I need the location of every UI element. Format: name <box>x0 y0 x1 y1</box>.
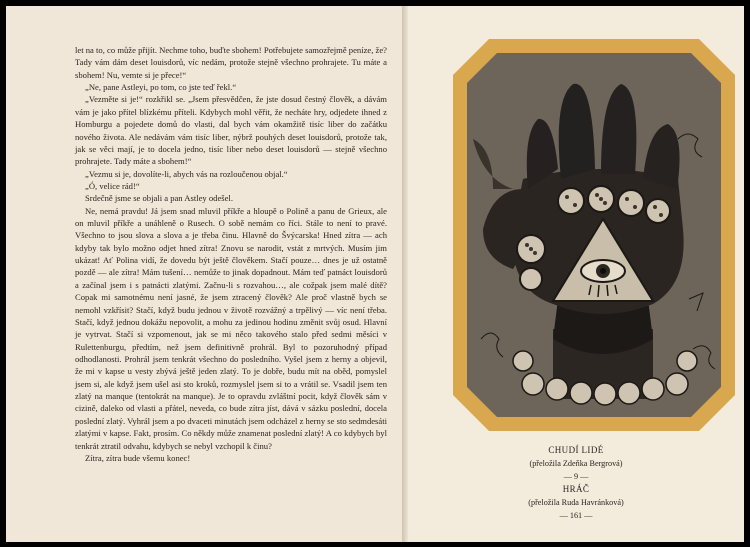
paragraph: let na to, co může přijít. Nechme toho, buďte sbohem! Potřebujete samozřejmě peníze, že? Tady vám dám deset louisdorů, víc nedám, protože stejně všechno prohrajete. Tu máte a sbohem! Nu, vemte si je přece!“ <box>75 45 387 80</box>
work-title-2: HRÁČ <box>562 484 590 494</box>
page-number-1: — 9 — <box>563 472 589 481</box>
paragraph: Ne, nemá pravdu! Já jsem snad mluvil příkře a hloupě o Polině a panu de Grieux, ale on mluvil příkře a unáhleně o Rusech. O sobě nemám co říci. Stále to není to pravé. Všechno to jsou slova a slova a je třeba činu. Hlavně do Švýcarska! Hned zítra — ach kdyby tak bylo možno odjet hned zítra! Znovu se narodit, vstát z mrtvých. Musím jim ukázat! Ať Polina vidí, že dovedu být ještě člověkem. Stačí pouze… dnes je už ostatně pozdě — ale zítra! Mám tušení… nemůže to jinak dopadnout. Mám teď patnáct louisdorů a začínal jsem i s patnácti zlatými. Začnu-li s rozvahou…, ale cožpak jsem malé dítě? Copak mi samotnému není jasné, že jsem ztracený člověk? Ale proč vlastně bych se nemohl vzkřísit? Stačí, když budu jednou v životě rozvážný a trpělivý — víc není třeba. Stačí, když jednou dokážu nepovolit, a mohu za jedinou hodinu změnit svůj osud. Hlavní je vytrvat. Stačí si vzpomenout, jak se mi něco takového stalo před sedmi měsíci v Rulettenburgu, předtím, než jsem definitivně prohrál. Byl to pozoruhodný případ odhodlanosti. Prohrál jsem tenkrát všechno do posledního. Vyšel jsem z herny a objevil, že mi v kapse u vesty zbývá ještě jeden zlatý. To je dobře, budu mít na oběd, pomyslel jsem si, ale když jsem ušel asi sto kroků, rozmyslel jsem si to a vrátil se. Vsadil jsem ten zlatý na manque (tentokrát na manque). Je to opravdu zvláštní pocit, když člověk sám v cizině, daleko od vlasti a přátel, neveda, co bude zítra jíst, dává v sázku poslední, docela poslední zlatý. Vyhrál jsem a po dvaceti minutách jsem odcházel z herny se sto sedmdesáti zlatými v kapse. Fakt, prosím. Co někdy může znamenat poslední zlatý! A co kdybych byl tenkrát ztratil odvahu, kdybych se nebyl vzchopil k činu? <box>75 205 387 451</box>
paragraph: Srdečně jsme se objali a pan Astley odešel. <box>85 193 233 204</box>
caption-block <box>408 444 744 522</box>
translator-2: (přeložila Ruda Havránková) <box>528 498 624 507</box>
paragraph: „Ó, velice rád!“ <box>85 180 140 191</box>
paragraph: „Vezměte si je!“ rozkřikl se. „Jsem přesvědčen, že jste dosud čestný člověk, a dávám vám je jako přítel blízkému příteli. Kdybych mohl věřit, že necháte hry, odjedete ihned z Homburgu a pojedete domů do vlasti, dal bych vám okamžitě tisíc liber do začátku nového života. Ale nedávám vám tisíc liber, nýbrž pouhých deset louisdorů, protože tak, jak se věci mají, je to docela jedno, tisíc liber nebo deset louisdorů — stejně všechno prohrajete. Tady máte a sbohem!“ <box>75 94 387 167</box>
page-number-2: — 161 — <box>559 511 593 520</box>
translator-1: (přeložila Zdeňka Bergrová) <box>529 459 623 468</box>
paragraph: „Ne, pane Astleyi, po tom, co jste teď řekl.“ <box>85 82 237 93</box>
right-page <box>408 6 744 542</box>
illustration-frame <box>453 39 735 431</box>
paragraph: Zítra, zítra bude všemu konec! <box>85 452 191 463</box>
paragraph: „Vezmu si je, dovolíte-li, abych vás na rozloučenou objal.“ <box>85 168 288 179</box>
work-title-1: CHUDÍ LIDÉ <box>548 445 604 455</box>
body-text <box>75 44 387 464</box>
left-page <box>6 6 408 542</box>
